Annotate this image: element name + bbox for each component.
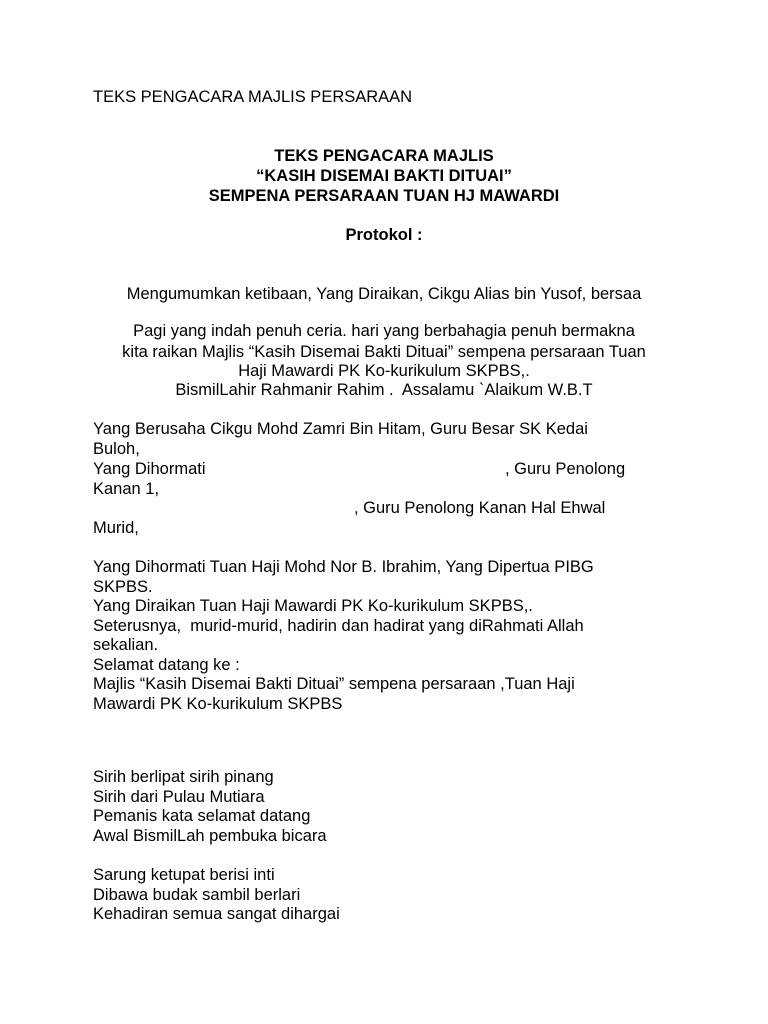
title-line-2: “KASIH DISEMAI BAKTI DITUAI” (256, 167, 512, 185)
pantun-1-line-3: Pemanis kata selamat datang (93, 807, 311, 825)
salutation-gpk-hem-cont: Murid, (93, 519, 139, 537)
opening-line-1: Pagi yang indah penuh ceria. hari yang berbahagia penuh bermakna (133, 322, 635, 340)
welcome-line: Selamat datang ke : (93, 656, 240, 674)
salutation-hadirin: Seterusnya, murid-murid, hadirin dan hadirat yang diRahmati Allah (93, 617, 584, 635)
salutation-pibg-cont: SKPBS. (93, 578, 153, 596)
opening-line-4: BismilLahir Rahmanir Rahim . Assalamu `Alaikum W.B.T (175, 381, 593, 399)
salutation-hadirin-cont: sekalian. (93, 636, 159, 654)
salutation-pibg: Yang Dihormati Tuan Haji Mohd Nor B. Ibrahim, Yang Dipertua PIBG (93, 558, 594, 576)
pantun-2-line-2: Dibawa budak sambil berlari (93, 886, 301, 904)
salutation-gpk1-cont: Kanan 1, (93, 480, 160, 498)
salutation-gpk1-role: , Guru Penolong (505, 460, 626, 478)
majlis-line-1: Majlis “Kasih Disemai Bakti Dituai” sempena persaraan ,Tuan Haji (93, 675, 575, 693)
title-line-3: SEMPENA PERSARAAN TUAN HJ MAWARDI (208, 187, 560, 205)
announcement-line: Mengumumkan ketibaan, Yang Diraikan, Cikgu Alias bin Yusof, bersaa (126, 285, 642, 303)
opening-line-2: kita raikan Majlis “Kasih Disemai Bakti Dituai” sempena persaraan Tuan (122, 343, 646, 361)
salutation-gpk-hem: , Guru Penolong Kanan Hal Ehwal (354, 499, 606, 517)
pantun-1-line-4: Awal BismilLah pembuka bicara (93, 827, 327, 845)
salutation-gpk1-label: Yang Dihormati (93, 460, 206, 478)
title-line-1: TEKS PENGACARA MAJLIS (274, 147, 494, 165)
salutation-guru-besar: Yang Berusaha Cikgu Mohd Zamri Bin Hitam, Guru Besar SK Kedai (93, 420, 588, 438)
salutation-diraikan: Yang Diraikan Tuan Haji Mawardi PK Ko-kurikulum SKPBS,. (93, 597, 533, 615)
pantun-2-line-3: Kehadiran semua sangat dihargai (93, 905, 340, 923)
majlis-line-2: Mawardi PK Ko-kurikulum SKPBS (93, 695, 343, 713)
protokol-heading: Protokol : (345, 226, 423, 244)
pantun-1-line-2: Sirih dari Pulau Mutiara (93, 788, 265, 806)
pantun-1-line-1: Sirih berlipat sirih pinang (93, 768, 274, 786)
pantun-2-line-1: Sarung ketupat berisi inti (93, 866, 275, 884)
salutation-guru-besar-cont: Buloh, (93, 440, 140, 458)
document-header: TEKS PENGACARA MAJLIS PERSARAAN (93, 88, 413, 106)
opening-line-3: Haji Mawardi PK Ko-kurikulum SKPBS,. (238, 362, 530, 380)
